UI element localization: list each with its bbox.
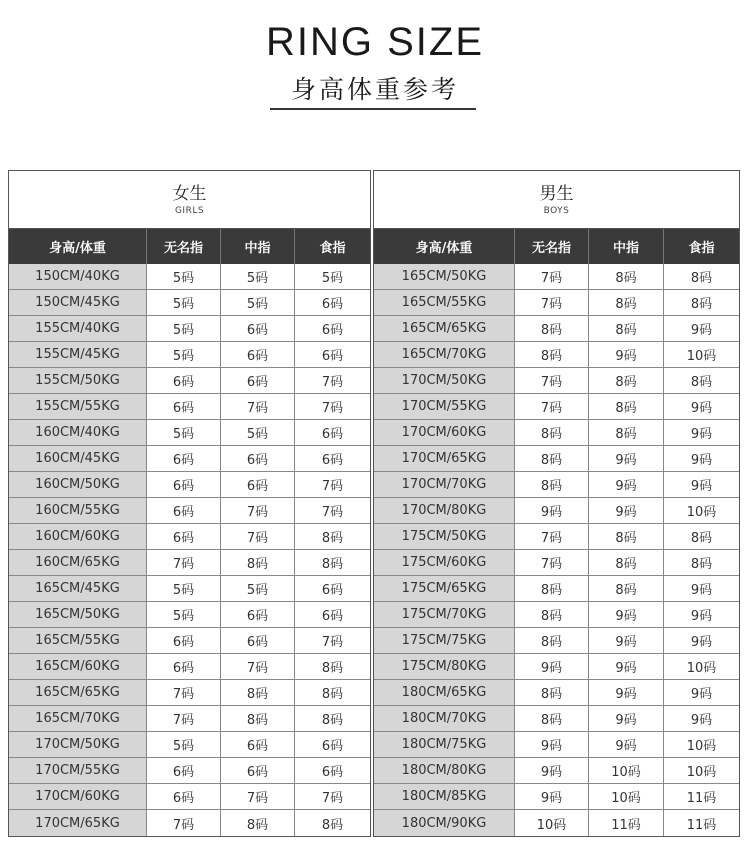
- index-finger-size-cell: 8码: [664, 290, 739, 315]
- ring-finger-size-cell: 5码: [147, 420, 221, 445]
- table-row: [9, 524, 370, 550]
- table-row: [9, 498, 370, 524]
- index-finger-size-cell: 10码: [664, 498, 739, 523]
- table-row: [374, 394, 739, 420]
- ring-finger-size-cell: 8码: [515, 602, 589, 627]
- ring-finger-size-cell: 5码: [147, 732, 221, 757]
- ring-finger-size-cell: 7码: [515, 290, 589, 315]
- table-row: [9, 706, 370, 732]
- column-header-index-finger: 食指: [319, 241, 346, 256]
- index-finger-size-cell: 6码: [295, 420, 370, 445]
- index-finger-size-cell: 9码: [664, 394, 739, 419]
- middle-finger-size-cell: 9码: [589, 654, 664, 679]
- table-row: [374, 550, 739, 576]
- table-row: [374, 368, 739, 394]
- ring-finger-size-cell: 5码: [147, 576, 221, 601]
- table-row: [374, 290, 739, 316]
- table-row: [374, 810, 739, 836]
- ring-finger-size-cell: 7码: [147, 810, 221, 836]
- column-header-ring-finger: 无名指: [515, 229, 589, 264]
- height-weight-cell: 170CM/60KG: [9, 784, 147, 809]
- table-row: [9, 732, 370, 758]
- index-finger-size-cell: 8码: [295, 524, 370, 549]
- middle-finger-size-cell: 8码: [589, 420, 664, 445]
- height-weight-cell: 165CM/65KG: [9, 680, 147, 705]
- index-finger-size-cell: 9码: [664, 628, 739, 653]
- middle-finger-size-cell: 10码: [589, 784, 664, 809]
- middle-finger-size-cell: 7码: [221, 784, 295, 809]
- table-row: [374, 524, 739, 550]
- index-finger-size-cell: 8码: [664, 264, 739, 289]
- girls-rows: [9, 264, 370, 836]
- middle-finger-size-cell: 8码: [589, 316, 664, 341]
- table-row: [9, 472, 370, 498]
- height-weight-cell: 175CM/70KG: [374, 602, 515, 627]
- index-finger-size-cell: 10码: [664, 654, 739, 679]
- height-weight-cell: 180CM/80KG: [374, 758, 515, 783]
- boys-rows: [374, 264, 739, 836]
- index-finger-size-cell: 8码: [295, 550, 370, 575]
- height-weight-cell: 170CM/50KG: [9, 732, 147, 757]
- table-row: [9, 810, 370, 836]
- ring-finger-size-cell: 6码: [147, 524, 221, 549]
- index-finger-size-cell: 8码: [295, 654, 370, 679]
- column-header-ring-finger: 无名指: [147, 229, 221, 264]
- ring-finger-size-cell: 6码: [147, 472, 221, 497]
- middle-finger-size-cell: 8码: [589, 550, 664, 575]
- height-weight-cell: 170CM/60KG: [374, 420, 515, 445]
- height-weight-cell: 165CM/55KG: [374, 290, 515, 315]
- index-finger-size-cell: 7码: [295, 628, 370, 653]
- ring-finger-size-cell: 8码: [515, 342, 589, 367]
- middle-finger-size-cell: 5码: [221, 264, 295, 289]
- ring-finger-size-cell: 6码: [147, 628, 221, 653]
- middle-finger-size-cell: 6码: [221, 628, 295, 653]
- middle-finger-size-cell: 8码: [221, 706, 295, 731]
- height-weight-cell: 180CM/85KG: [374, 784, 515, 809]
- height-weight-cell: 170CM/80KG: [374, 498, 515, 523]
- middle-finger-size-cell: 8码: [221, 810, 295, 836]
- index-finger-size-cell: 6码: [295, 576, 370, 601]
- middle-finger-size-cell: 6码: [221, 732, 295, 757]
- middle-finger-size-cell: 8码: [589, 576, 664, 601]
- height-weight-cell: 180CM/75KG: [374, 732, 515, 757]
- middle-finger-size-cell: 9码: [589, 446, 664, 471]
- ring-finger-size-cell: 5码: [147, 342, 221, 367]
- height-weight-cell: 170CM/65KG: [374, 446, 515, 471]
- index-finger-size-cell: 6码: [295, 602, 370, 627]
- boys-header: [374, 171, 739, 229]
- index-finger-size-cell: 9码: [664, 316, 739, 341]
- girls-table: [8, 170, 371, 837]
- table-row: [9, 342, 370, 368]
- middle-finger-size-cell: 6码: [221, 472, 295, 497]
- height-weight-cell: 160CM/60KG: [9, 524, 147, 549]
- index-finger-size-cell: 7码: [295, 472, 370, 497]
- index-finger-size-cell: 9码: [664, 602, 739, 627]
- middle-finger-size-cell: 9码: [589, 706, 664, 731]
- middle-finger-size-cell: 5码: [221, 420, 295, 445]
- girls-title-cn: 女生: [172, 184, 207, 204]
- height-weight-cell: 160CM/55KG: [9, 498, 147, 523]
- index-finger-size-cell: 9码: [664, 472, 739, 497]
- table-row: [374, 498, 739, 524]
- ring-finger-size-cell: 5码: [147, 264, 221, 289]
- column-header-height-weight: 身高/体重: [9, 229, 147, 264]
- ring-finger-size-cell: 6码: [147, 446, 221, 471]
- table-row: [9, 264, 370, 290]
- middle-finger-size-cell: 8码: [221, 680, 295, 705]
- height-weight-cell: 175CM/65KG: [374, 576, 515, 601]
- height-weight-cell: 165CM/70KG: [9, 706, 147, 731]
- middle-finger-size-cell: 8码: [589, 524, 664, 549]
- height-weight-cell: 160CM/50KG: [9, 472, 147, 497]
- middle-finger-size-cell: 7码: [221, 654, 295, 679]
- boys-title-en: BOYS: [543, 206, 570, 216]
- girls-column-headers: [9, 229, 370, 264]
- ring-finger-size-cell: 7码: [515, 524, 589, 549]
- page-subtitle: 身高体重参考: [290, 75, 459, 104]
- middle-finger-size-cell: 9码: [589, 472, 664, 497]
- middle-finger-size-cell: 8码: [589, 368, 664, 393]
- table-row: [374, 472, 739, 498]
- ring-finger-size-cell: 8码: [515, 576, 589, 601]
- index-finger-size-cell: 8码: [664, 368, 739, 393]
- table-row: [9, 446, 370, 472]
- height-weight-cell: 155CM/55KG: [9, 394, 147, 419]
- boys-column-headers: [374, 229, 739, 264]
- ring-finger-size-cell: 9码: [515, 758, 589, 783]
- table-row: [374, 706, 739, 732]
- page-title: RING SIZE: [265, 20, 485, 64]
- height-weight-cell: 160CM/45KG: [9, 446, 147, 471]
- middle-finger-size-cell: 8码: [221, 550, 295, 575]
- middle-finger-size-cell: 9码: [589, 732, 664, 757]
- ring-finger-size-cell: 7码: [515, 550, 589, 575]
- height-weight-cell: 175CM/50KG: [374, 524, 515, 549]
- index-finger-size-cell: 8码: [664, 550, 739, 575]
- table-row: [374, 602, 739, 628]
- index-finger-size-cell: 7码: [295, 368, 370, 393]
- table-row: [9, 784, 370, 810]
- middle-finger-size-cell: 7码: [221, 524, 295, 549]
- height-weight-cell: 155CM/45KG: [9, 342, 147, 367]
- index-finger-size-cell: 6码: [295, 342, 370, 367]
- height-weight-cell: 170CM/55KG: [9, 758, 147, 783]
- height-weight-cell: 175CM/80KG: [374, 654, 515, 679]
- height-weight-cell: 160CM/65KG: [9, 550, 147, 575]
- index-finger-size-cell: 10码: [664, 758, 739, 783]
- height-weight-cell: 180CM/65KG: [374, 680, 515, 705]
- height-weight-cell: 180CM/90KG: [374, 810, 515, 836]
- ring-finger-size-cell: 8码: [515, 420, 589, 445]
- ring-finger-size-cell: 8码: [515, 680, 589, 705]
- index-finger-size-cell: 9码: [664, 576, 739, 601]
- ring-finger-size-cell: 8码: [515, 706, 589, 731]
- table-row: [374, 342, 739, 368]
- index-finger-size-cell: 10码: [664, 732, 739, 757]
- index-finger-size-cell: 8码: [295, 680, 370, 705]
- middle-finger-size-cell: 6码: [221, 602, 295, 627]
- index-finger-size-cell: 8码: [295, 706, 370, 731]
- height-weight-cell: 170CM/70KG: [374, 472, 515, 497]
- index-finger-size-cell: 6码: [295, 446, 370, 471]
- ring-finger-size-cell: 5码: [147, 316, 221, 341]
- ring-finger-size-cell: 5码: [147, 290, 221, 315]
- middle-finger-size-cell: 6码: [221, 758, 295, 783]
- index-finger-size-cell: 9码: [664, 446, 739, 471]
- height-weight-cell: 165CM/60KG: [9, 654, 147, 679]
- table-row: [9, 576, 370, 602]
- height-weight-cell: 170CM/50KG: [374, 368, 515, 393]
- ring-finger-size-cell: 6码: [147, 498, 221, 523]
- table-row: [9, 680, 370, 706]
- height-weight-cell: 150CM/45KG: [9, 290, 147, 315]
- ring-finger-size-cell: 8码: [515, 446, 589, 471]
- girls-title-en: GIRLS: [174, 206, 205, 216]
- table-row: [374, 680, 739, 706]
- table-row: [9, 316, 370, 342]
- index-finger-size-cell: 10码: [664, 342, 739, 367]
- ring-finger-size-cell: 7码: [147, 680, 221, 705]
- ring-finger-size-cell: 6码: [147, 368, 221, 393]
- middle-finger-size-cell: 8码: [589, 264, 664, 289]
- middle-finger-size-cell: 9码: [589, 602, 664, 627]
- index-finger-size-cell: 8码: [295, 810, 370, 836]
- height-weight-cell: 165CM/45KG: [9, 576, 147, 601]
- index-finger-size-cell: 6码: [295, 758, 370, 783]
- table-row: [9, 420, 370, 446]
- subtitle-underline: [270, 108, 476, 110]
- column-header-middle-finger: 中指: [221, 229, 295, 264]
- boys-title-cn: 男生: [539, 184, 574, 204]
- table-row: [374, 628, 739, 654]
- ring-finger-size-cell: 5码: [147, 602, 221, 627]
- ring-finger-size-cell: 6码: [147, 654, 221, 679]
- table-row: [374, 446, 739, 472]
- middle-finger-size-cell: 9码: [589, 342, 664, 367]
- ring-finger-size-cell: 6码: [147, 758, 221, 783]
- middle-finger-size-cell: 6码: [221, 342, 295, 367]
- column-header-height-weight: 身高/体重: [374, 229, 515, 264]
- ring-finger-size-cell: 7码: [515, 394, 589, 419]
- index-finger-size-cell: 6码: [295, 316, 370, 341]
- middle-finger-size-cell: 8码: [589, 290, 664, 315]
- table-row: [374, 784, 739, 810]
- index-finger-size-cell: 11码: [664, 784, 739, 809]
- middle-finger-size-cell: 7码: [221, 394, 295, 419]
- height-weight-cell: 155CM/40KG: [9, 316, 147, 341]
- table-row: [9, 628, 370, 654]
- ring-finger-size-cell: 8码: [515, 316, 589, 341]
- ring-finger-size-cell: 9码: [515, 498, 589, 523]
- height-weight-cell: 170CM/55KG: [374, 394, 515, 419]
- height-weight-cell: 165CM/55KG: [9, 628, 147, 653]
- table-row: [374, 420, 739, 446]
- middle-finger-size-cell: 11码: [589, 810, 664, 836]
- middle-finger-size-cell: 6码: [221, 368, 295, 393]
- middle-finger-size-cell: 6码: [221, 446, 295, 471]
- ring-finger-size-cell: 6码: [147, 394, 221, 419]
- index-finger-size-cell: 6码: [295, 732, 370, 757]
- middle-finger-size-cell: 5码: [221, 576, 295, 601]
- middle-finger-size-cell: 5码: [221, 290, 295, 315]
- height-weight-cell: 165CM/50KG: [374, 264, 515, 289]
- ring-finger-size-cell: 9码: [515, 654, 589, 679]
- index-finger-size-cell: 6码: [295, 290, 370, 315]
- ring-finger-size-cell: 10码: [515, 810, 589, 836]
- ring-finger-size-cell: 7码: [147, 706, 221, 731]
- ring-finger-size-cell: 9码: [515, 732, 589, 757]
- ring-finger-size-cell: 8码: [515, 628, 589, 653]
- column-header-index-finger: 食指: [688, 241, 715, 256]
- index-finger-size-cell: 9码: [664, 680, 739, 705]
- index-finger-size-cell: 11码: [664, 810, 739, 836]
- index-finger-size-cell: 9码: [664, 706, 739, 731]
- table-row: [9, 602, 370, 628]
- height-weight-cell: 150CM/40KG: [9, 264, 147, 289]
- height-weight-cell: 155CM/50KG: [9, 368, 147, 393]
- table-row: [9, 654, 370, 680]
- table-row: [9, 550, 370, 576]
- index-finger-size-cell: 7码: [295, 498, 370, 523]
- boys-table: [373, 170, 740, 837]
- height-weight-cell: 160CM/40KG: [9, 420, 147, 445]
- table-row: [374, 654, 739, 680]
- table-row: [9, 394, 370, 420]
- height-weight-cell: 165CM/65KG: [374, 316, 515, 341]
- girls-header: [9, 171, 370, 229]
- table-row: [374, 576, 739, 602]
- ring-finger-size-cell: 6码: [147, 784, 221, 809]
- index-finger-size-cell: 7码: [295, 394, 370, 419]
- height-weight-cell: 170CM/65KG: [9, 810, 147, 836]
- table-row: [374, 264, 739, 290]
- middle-finger-size-cell: 9码: [589, 680, 664, 705]
- table-row: [9, 290, 370, 316]
- height-weight-cell: 165CM/50KG: [9, 602, 147, 627]
- index-finger-size-cell: 7码: [295, 784, 370, 809]
- middle-finger-size-cell: 8码: [589, 394, 664, 419]
- height-weight-cell: 175CM/60KG: [374, 550, 515, 575]
- middle-finger-size-cell: 9码: [589, 498, 664, 523]
- middle-finger-size-cell: 9码: [589, 628, 664, 653]
- ring-finger-size-cell: 7码: [515, 264, 589, 289]
- index-finger-size-cell: 9码: [664, 420, 739, 445]
- height-weight-cell: 165CM/70KG: [374, 342, 515, 367]
- table-row: [374, 758, 739, 784]
- table-row: [374, 316, 739, 342]
- table-row: [9, 368, 370, 394]
- middle-finger-size-cell: 6码: [221, 316, 295, 341]
- middle-finger-size-cell: 7码: [221, 498, 295, 523]
- ring-finger-size-cell: 9码: [515, 784, 589, 809]
- table-row: [9, 758, 370, 784]
- ring-finger-size-cell: 8码: [515, 472, 589, 497]
- middle-finger-size-cell: 10码: [589, 758, 664, 783]
- index-finger-size-cell: 8码: [664, 524, 739, 549]
- index-finger-size-cell: 5码: [295, 264, 370, 289]
- ring-finger-size-cell: 7码: [147, 550, 221, 575]
- height-weight-cell: 175CM/75KG: [374, 628, 515, 653]
- column-header-middle-finger: 中指: [589, 229, 664, 264]
- ring-finger-size-cell: 7码: [515, 368, 589, 393]
- height-weight-cell: 180CM/70KG: [374, 706, 515, 731]
- table-row: [374, 732, 739, 758]
